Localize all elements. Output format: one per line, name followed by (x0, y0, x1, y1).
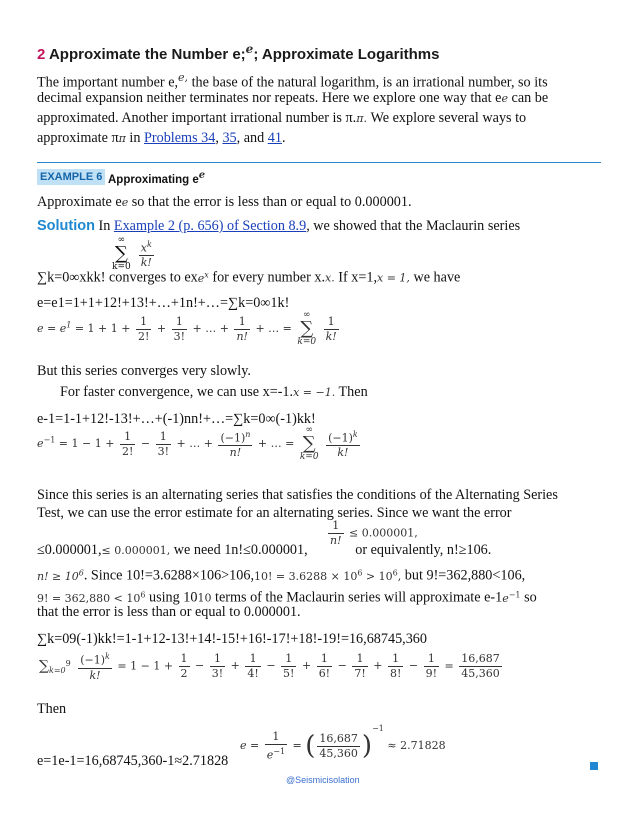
term-fraction (424, 652, 439, 681)
math-text: , (397, 569, 402, 583)
fraction (172, 315, 187, 344)
numerator: 1 (136, 315, 151, 330)
numerator (78, 650, 112, 669)
numerator: 1 (234, 315, 250, 330)
numerator (326, 428, 360, 447)
numerator: 1 (352, 652, 367, 667)
numerator: 1 (180, 651, 188, 665)
section-title-symbol: e (245, 42, 254, 56)
alt-text: ≤0.000001, (37, 542, 102, 558)
eq-op: + … + (173, 437, 217, 450)
fraction (265, 730, 287, 763)
example-title (108, 170, 205, 186)
math-e: e (121, 196, 129, 209)
section-number: 2 (37, 46, 46, 63)
series-text: converges to ex (105, 269, 198, 286)
watermark: @Seismicisolation (286, 775, 360, 785)
alt-text: or equivalently, n!≥106. (351, 542, 492, 558)
intro-text: , and (236, 130, 268, 146)
alt-line-6: that the error is less than or equal to 0.000001. (37, 604, 301, 620)
intro-line-4 (37, 128, 286, 149)
sigma-lower: k=0 (112, 262, 131, 272)
numerator: 1 (324, 315, 339, 330)
eq-sup: −1 (43, 435, 56, 445)
denominator: 3! (211, 666, 224, 680)
alt-text: we need 1n!≤0.000001, (170, 542, 308, 558)
denominator: k! (325, 329, 337, 343)
denominator (265, 745, 287, 763)
intro-text: decimal expansion neither terminates nor repeats. Here we explore one way that e (37, 90, 502, 106)
numerator: 1 (245, 652, 260, 667)
sigma-symbol (297, 311, 316, 347)
denominator: 3! (173, 329, 186, 343)
math-10: 10 (197, 591, 212, 605)
end-marker (590, 762, 598, 770)
intro-text: The important number e, (37, 74, 179, 91)
denominator-exp: −1 (273, 746, 286, 756)
numerator-base: (−1) (80, 653, 106, 667)
sigma-upper: ∞ (303, 310, 311, 320)
denominator: 45,360 (319, 746, 358, 760)
term-fraction (281, 652, 296, 681)
eq-lhs: e = e (37, 322, 67, 335)
solution-label: Solution (37, 218, 95, 234)
denominator: 5! (283, 666, 295, 680)
term-fraction (317, 652, 332, 681)
denominator: 7! (354, 666, 366, 680)
intro-text: can be (507, 90, 549, 106)
alt-text: but 9!=362,880<106, (401, 567, 526, 584)
plain-em1-line: e-1=1-1+12!-13!+…+(-1)nn!+…=∑k=0∞(-1)kk! (37, 411, 316, 427)
alt-text: . Since 10!=3.6288×106>106, (83, 567, 255, 584)
numerator: 1 (328, 519, 344, 534)
eq-dots: + … = (251, 322, 296, 335)
fraction (326, 428, 360, 461)
numerator: 1 (210, 652, 225, 667)
section-heading (37, 42, 439, 63)
numerator: 1 (424, 652, 439, 667)
denominator: 45,360 (461, 666, 500, 680)
eq-op: − (262, 659, 280, 673)
fraction (317, 732, 360, 761)
plain-sum9-line: ∑k=09(-1)kk!=1-1+12-13!+14!-15!+16!-17!+18!-19!=16,68745,360 (37, 631, 427, 647)
solution-line (37, 216, 520, 236)
eq-dots: + … + (189, 322, 233, 335)
alt-text: terms of the Maclaurin series will approximate e-1 (211, 589, 503, 606)
fraction (78, 650, 112, 683)
fraction (136, 315, 151, 344)
sum9-terms (177, 651, 441, 680)
sigma-symbol (300, 426, 319, 462)
numerator: 1 (317, 652, 332, 667)
term-fraction (210, 652, 225, 681)
faster-line (60, 382, 368, 403)
numerator: 16,687 (319, 731, 358, 745)
eq-op: − (191, 659, 208, 673)
denominator: 8! (389, 666, 402, 680)
math-exp: 6 (78, 568, 84, 577)
example-badge: EXAMPLE 6 (37, 169, 105, 185)
task-line (37, 192, 412, 213)
alt-line-1: Since this series is an alternating series that satisfies the conditions of the Alternating Series (37, 487, 558, 503)
intro-line-2 (37, 88, 548, 109)
eq-lhs: e = (240, 739, 263, 752)
math-pi: π. (356, 112, 367, 125)
eq-sup: 1 (66, 320, 72, 330)
fraction (234, 315, 250, 344)
denominator: n! (236, 329, 248, 343)
task-text: so that the error is less than or equal to 0.000001. (128, 194, 412, 210)
math-e: e (501, 92, 508, 105)
math-x: x (204, 270, 209, 279)
fraction (218, 428, 252, 461)
series-line (37, 265, 460, 289)
eq-op: − (405, 659, 422, 673)
alt-line-4 (37, 563, 525, 587)
right-paren: ) (361, 731, 373, 761)
plain-final-line: e=1e-1=16,68745,360-1≈2.71828 (37, 753, 229, 769)
section-title: Approximate the Number e; (48, 46, 246, 63)
eq-op: + (369, 659, 386, 673)
example-title-text: Approximating e (108, 173, 199, 186)
term-fraction (388, 652, 403, 681)
eq-mid: = 1 − 1 + (117, 659, 177, 673)
slow-line: But this series converges very slowly. (37, 363, 251, 379)
math-exp: 6 (392, 568, 398, 577)
numerator: 1 (156, 430, 171, 445)
sigma-glyph: ∑ (302, 433, 316, 454)
series-numerator: $x^k$ (139, 238, 154, 257)
intro-text: We explore several ways to (366, 110, 527, 126)
eq-approx: ≈ 2.71828 (383, 739, 446, 752)
result-fraction (459, 652, 502, 681)
term-fraction (179, 652, 190, 681)
numerator (218, 428, 252, 447)
sigma-upper: 9 (65, 659, 71, 669)
task-text: Approximate e (37, 194, 122, 210)
left-paren: ( (305, 731, 316, 761)
problem-41-link[interactable]: 41 (267, 130, 282, 146)
math-10fact (254, 570, 401, 583)
solution-text: In (95, 218, 114, 234)
alt-line-3 (37, 540, 491, 561)
sigma-glyph: ∑ (300, 318, 314, 339)
equation-final (240, 724, 446, 762)
math-inequality: ≤ 0.000001, (101, 544, 171, 557)
alt-text: so (520, 589, 537, 606)
intro-text: approximated. Another important irrational number is π. (37, 110, 357, 126)
sigma-upper: ∞ (117, 235, 126, 245)
intro-text: , (215, 130, 223, 146)
equation-em1 (37, 426, 362, 462)
sigma-glyph: ∑ (39, 658, 49, 675)
eq-op: − (334, 659, 351, 673)
eq-mid: = 1 + 1 + (71, 322, 134, 335)
denominator: n! (229, 446, 242, 460)
numerator: 1 (120, 430, 135, 445)
problems-34-link[interactable]: Problems 34 (144, 130, 216, 146)
math-ex (198, 272, 209, 285)
fraction (156, 430, 171, 459)
intro-text: . (281, 130, 286, 146)
plain-e1-line: e=e1=1+1+12!+13!+…+1n!+…=∑k=0∞1k! (37, 295, 290, 311)
numerator: 16,687 (461, 651, 500, 665)
denominator: 2 (180, 666, 188, 680)
sigma-lower: k=0 (297, 337, 317, 347)
alt-line-2: Test, we can use the error estimate for an alternating series. Since we want the error (37, 505, 512, 521)
denominator: 9! (425, 666, 438, 680)
sigma-glyph: ∑ (114, 243, 128, 264)
math-nfact (37, 570, 84, 583)
numerator: 1 (172, 315, 187, 330)
faster-text: Then (335, 384, 368, 400)
eq-op: + (227, 659, 244, 673)
math-e: e (502, 591, 509, 605)
math-text: > 10 (362, 569, 393, 583)
math-e-inv (502, 592, 520, 605)
math-pi: π (118, 132, 126, 145)
denominator: k! (89, 668, 101, 682)
example-divider (37, 162, 601, 163)
sigma-lower: k=0 (299, 452, 319, 462)
math-e: e (197, 271, 205, 285)
denominator: 2! (121, 444, 134, 458)
then-line: Then (37, 701, 67, 717)
numerator: 1 (388, 652, 403, 667)
fraction (120, 430, 135, 459)
equation-sum9 (37, 650, 504, 683)
intro-text: approximate π (37, 130, 119, 146)
denominator: 2! (137, 329, 150, 343)
intro-text: in (125, 130, 144, 146)
numerator-exp: n (245, 429, 251, 439)
example-2-link[interactable]: Example 2 (p. 656) of Section 8.9 (113, 218, 307, 234)
sigma-upper: ∞ (305, 425, 313, 435)
denominator-base: e (266, 748, 274, 762)
series-plain-text: ∑k=0∞xkk! (37, 269, 106, 286)
math-e: e (198, 170, 206, 181)
solution-text: , we showed that the Maclaurin series (306, 218, 521, 234)
sigma-symbol-inline (39, 657, 71, 675)
math-exp: 6 (140, 590, 146, 599)
numerator-exp: k (105, 652, 110, 661)
term-fraction (352, 652, 367, 681)
math-text: n! ≥ 10 (37, 569, 79, 583)
eq-op: + … = (254, 437, 298, 450)
problem-35-link[interactable]: 35 (222, 130, 237, 146)
intro-line-3 (37, 108, 526, 129)
numerator-base: (−1) (328, 431, 353, 445)
eq-op: = (441, 659, 458, 673)
sigma-lower: k=0 (49, 666, 66, 676)
section-title-end: ; Approximate Logarithms (253, 46, 440, 63)
denominator: k! (337, 446, 349, 460)
denominator: 3! (157, 444, 170, 458)
denominator: n! (330, 534, 342, 547)
eq-op: = (289, 739, 306, 752)
numerator: 1 (281, 652, 296, 667)
intro-text: the base of the natural logarithm, is an irrational number, so its (188, 74, 548, 91)
denominator: 4! (247, 666, 259, 680)
eq-op: + (298, 659, 315, 673)
alt-text: using 10 (145, 589, 198, 606)
eq-exp: −1 (372, 724, 384, 733)
numerator-base: (−1) (220, 431, 246, 445)
numerator-exp: k (352, 429, 358, 439)
denominator: 6! (318, 666, 331, 680)
math-text: 10! = 3.6288 × 10 (254, 569, 358, 583)
math-text: 9! = 362,880 < 10 (37, 591, 141, 605)
eq-mid: = 1 − 1 + (55, 437, 118, 450)
math-x-eq-1: x = 1, (377, 271, 410, 285)
series-text: If x=1, (334, 269, 377, 286)
faster-text: For faster convergence, we can use x=-1. (60, 384, 294, 400)
eq-op: − (137, 437, 154, 450)
math-x: x. (325, 271, 335, 285)
math-e: e, (178, 71, 189, 84)
math-exp: −1 (508, 590, 521, 599)
series-text: we have (409, 269, 461, 286)
math-x-eq-minus-1: x = −1. (293, 386, 336, 399)
numerator: 1 (265, 730, 287, 745)
series-text: for every number x. (208, 269, 326, 286)
math-exp: 6 (357, 568, 363, 577)
fraction-rhs: ≤ 0.000001, (345, 526, 418, 540)
series-denominator: k! (140, 256, 152, 270)
fraction (324, 315, 339, 344)
eq-lhs: e (37, 437, 44, 450)
term-fraction (245, 652, 260, 681)
equation-e1: $e = e^1 = 1 + 1$ + $\frac{1}{2!}$ + $\frac{1}{3!}$ + … + $\frac{1}{n!}$ + … = ∞ ∑ k=0 $\frac{1}{k!}$ (37, 310, 337, 347)
